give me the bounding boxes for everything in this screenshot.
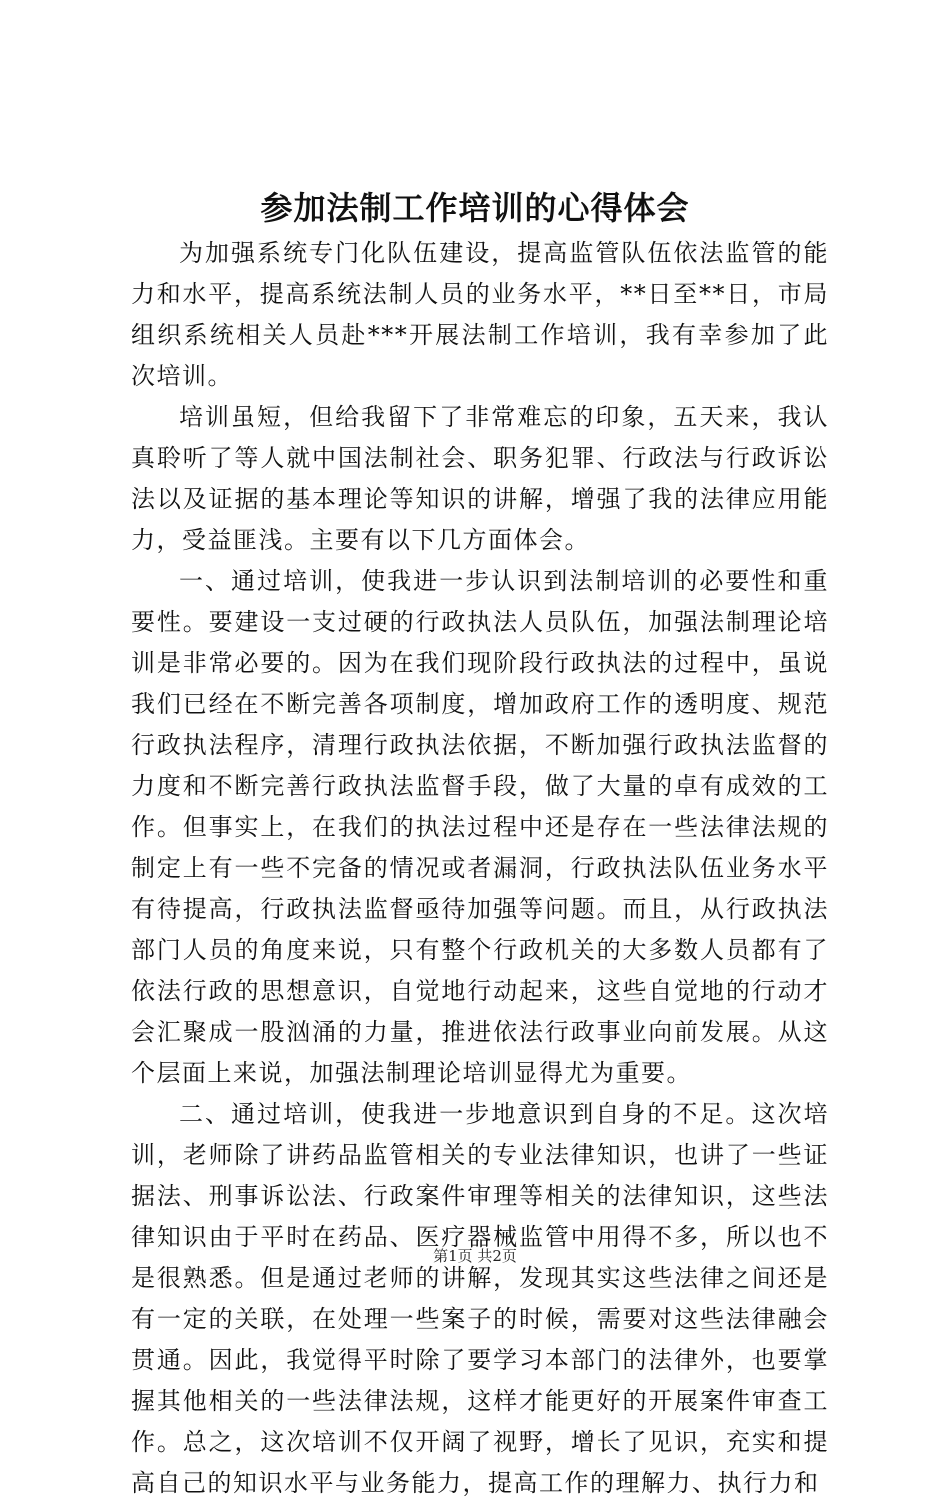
paragraph-impression: 培训虽短，但给我留下了非常难忘的印象，五天来，我认真聆听了等人就中国法制社会、职务犯罪、行政法与行政诉讼法以及证据的基本理论等知识的讲解，增强了我的法律应用能力，受益匪浅。主要有以下几方面体会。 (131, 403, 829, 554)
document-body (131, 233, 829, 1504)
paragraph-point-one: 一、通过培训，使我进一步认识到法制培训的必要性和重要性。要建设一支过硬的行政执法人员队伍，加强法制理论培训是非常必要的。因为在我们现阶段行政执法的过程中，虽说我们已经在不断完善各项制度，增加政府工作的透明度、规范行政执法程序，清理行政执法依据，不断加强行政执法监督的力度和不断完善行政执法监督手段，做了大量的卓有成效的工作。但事实上，在我们的执法过程中还是存在一些法律法规的制定上有一些不完备的情况或者漏洞，行政执法队伍业务水平有待提高，行政执法监督亟待加强等问题。而且，从行政执法部门人员的角度来说，只有整个行政机关的大多数人员都有了依法行政的思想意识，自觉地行动起来，这些自觉地的行动才会汇聚成一股汹涌的力量，推进依法行政事业向前发展。从这个层面上来说，加强法制理论培训显得尤为重要。 (131, 567, 829, 1087)
paragraph-intro: 为加强系统专门化队伍建设，提高监管队伍依法监管的能力和水平，提高系统法制人员的业务水平，**日至**日，市局组织系统相关人员赴***开展法制工作培训，我有幸参加了此次培训。 (131, 239, 829, 390)
paragraph-point-two: 二、通过培训，使我进一步地意识到自身的不足。这次培训，老师除了讲药品监管相关的专业法律知识，也讲了一些证据法、刑事诉讼法、行政案件审理等相关的法律知识，这些法律知识由于平时在药品、医疗器械监管中用得不多，所以也不是很熟悉。但是通过老师的讲解，发现其实这些法律之间还是有一定的关联，在处理一些案子的时候，需要对这些法律融会贯通。因此，我觉得平时除了要学习本部门的法律外，也要掌握其他相关的一些法律法规，这样才能更好的开展案件审查工作。总之，这次培训不仅开阔了视野，增长了见识，充实和提高自己的知识水平与业务能力，提高工作的理解力、执行力和 (131, 1100, 829, 1497)
document-title: 参加法制工作培训的心得体会 (260, 189, 690, 227)
page-number-footer: 第1页 共2页 (433, 1247, 517, 1265)
